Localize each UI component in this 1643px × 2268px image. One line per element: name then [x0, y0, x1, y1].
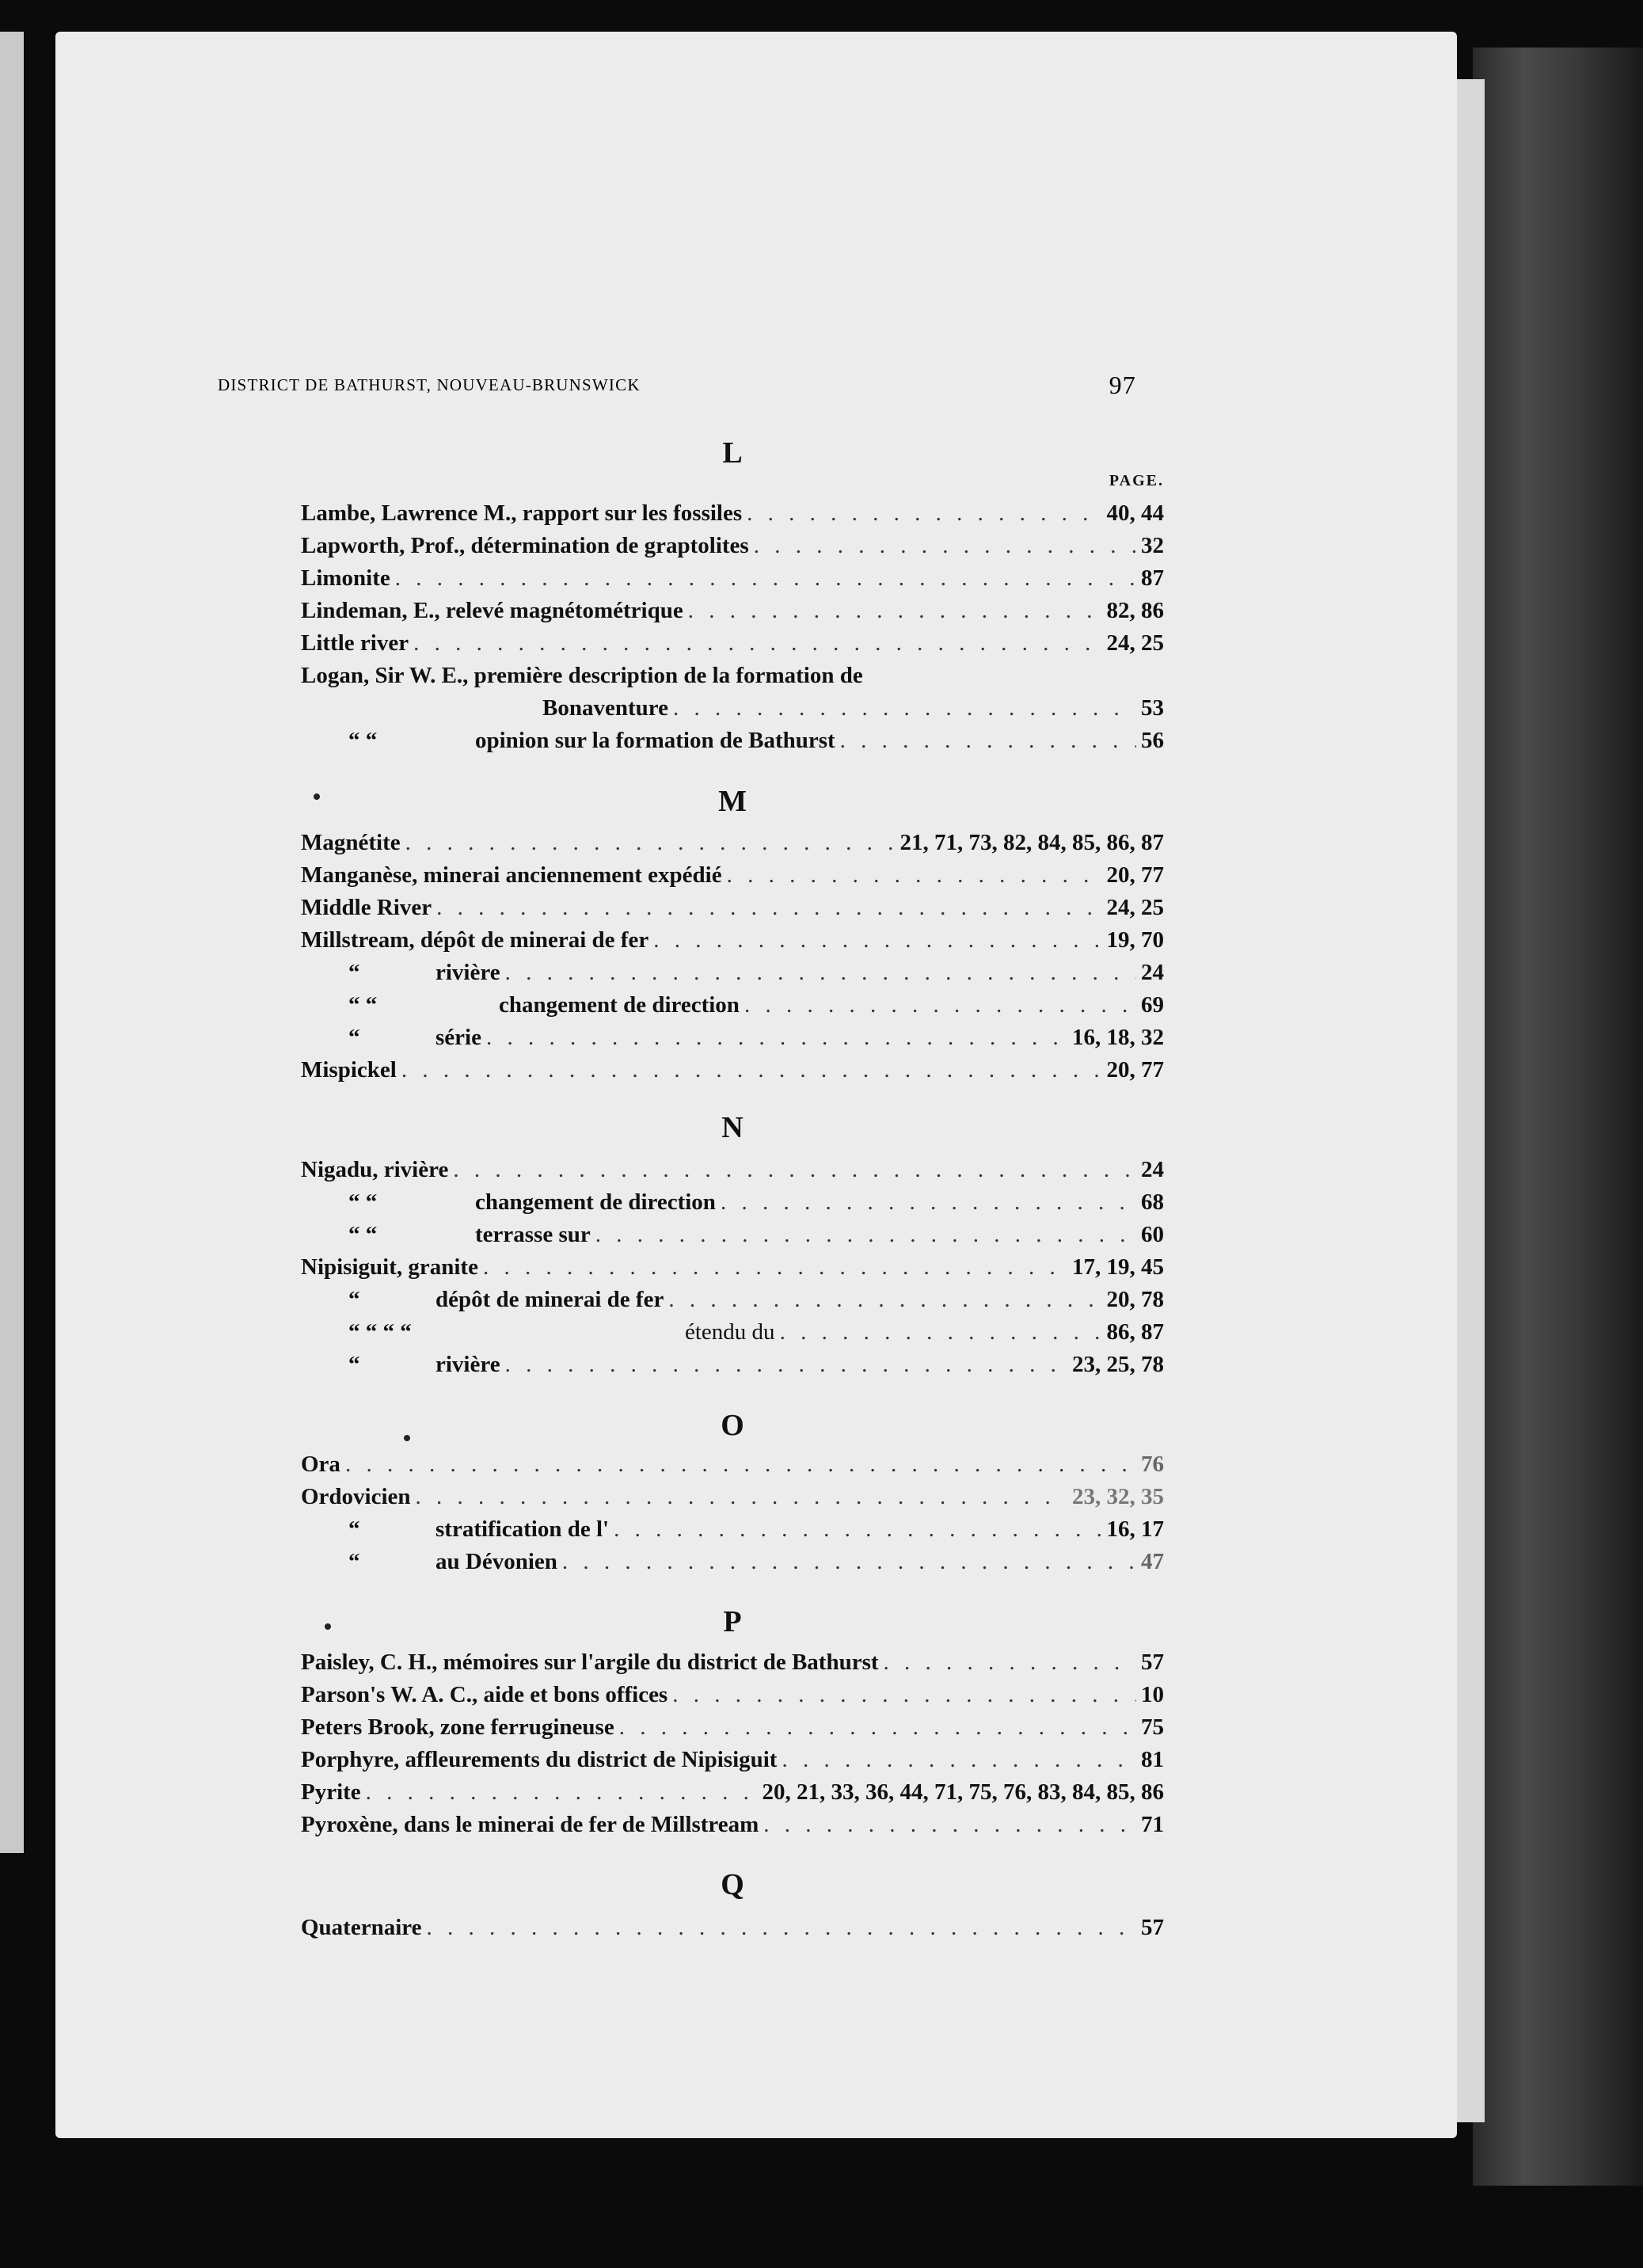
entry-label: Mispickel — [301, 1057, 397, 1083]
leader-dots — [505, 960, 1136, 986]
index-entry — [301, 1682, 1164, 1714]
entry-label: Nipisiguit, granite — [301, 1254, 478, 1280]
running-title: DISTRICT DE BATHURST, NOUVEAU-BRUNSWICK — [218, 375, 641, 394]
entry-pages: 69 — [1141, 992, 1164, 1018]
leader-dots — [395, 565, 1136, 592]
ditto-mark: “ “ — [348, 992, 378, 1018]
entry-pages: 68 — [1141, 1189, 1164, 1215]
leader-dots — [780, 1319, 1102, 1345]
leader-dots — [672, 1682, 1136, 1708]
index-entry — [475, 1189, 1164, 1221]
leader-dots — [619, 1714, 1136, 1741]
entry-pages: 23, 32, 35 — [1072, 1484, 1164, 1509]
entry-pages: 57 — [1141, 1915, 1164, 1940]
entry-label: au Dévonien — [435, 1549, 557, 1574]
leader-dots — [727, 862, 1102, 889]
entry-label: changement de direction — [475, 1189, 716, 1215]
index-entry — [301, 830, 1164, 862]
ditto-mark: “ — [348, 1352, 360, 1377]
leader-dots — [595, 1222, 1136, 1248]
entry-label: Lindeman, E., relevé magnétométrique — [301, 598, 683, 623]
entry-label: opinion sur la formation de Bathurst — [475, 728, 835, 753]
entry-label: Magnétite — [301, 830, 401, 855]
entry-label: Bonaventure — [542, 695, 668, 721]
entry-pages: 16, 18, 32 — [1072, 1025, 1164, 1050]
index-entry — [301, 598, 1164, 630]
leader-dots — [405, 830, 896, 856]
entry-pages: 32 — [1141, 533, 1164, 558]
leader-dots — [668, 1287, 1101, 1313]
entry-label: série — [435, 1025, 481, 1050]
entry-label: Lapworth, Prof., détermination de graptolites — [301, 533, 749, 558]
running-header — [218, 371, 1136, 402]
entry-pages: 20, 77 — [1106, 862, 1164, 888]
index-entry — [435, 1025, 1164, 1056]
leader-dots — [614, 1516, 1101, 1543]
entry-label: Pyrite — [301, 1779, 361, 1805]
index-entry — [301, 1057, 1164, 1089]
ditto-mark: “ — [348, 1287, 360, 1312]
entry-pages: 60 — [1141, 1222, 1164, 1247]
book-spine-background — [1473, 48, 1643, 2186]
index-entry — [301, 1915, 1164, 1946]
entry-pages: 21, 71, 73, 82, 84, 85, 86, 87 — [899, 830, 1164, 855]
section-letter-l: L — [722, 436, 743, 470]
entry-pages: 87 — [1141, 565, 1164, 591]
index-entry — [301, 862, 1164, 894]
ditto-mark: “ — [348, 960, 360, 985]
index-entry — [301, 1747, 1164, 1779]
entry-pages: 23, 25, 78 — [1072, 1352, 1164, 1377]
leader-dots — [562, 1549, 1136, 1575]
entry-pages: 20, 77 — [1106, 1057, 1164, 1083]
entry-pages: 76 — [1141, 1452, 1164, 1477]
entry-label: rivière — [435, 960, 500, 985]
leader-dots — [436, 895, 1101, 921]
index-entry — [301, 1484, 1164, 1516]
entry-pages: 86, 87 — [1106, 1319, 1164, 1345]
entry-pages: 24, 25 — [1106, 895, 1164, 920]
leader-dots — [840, 728, 1136, 754]
index-entry — [301, 533, 1164, 565]
leader-dots — [884, 1650, 1136, 1676]
leader-dots — [401, 1057, 1102, 1083]
entry-label: Manganèse, minerai anciennement expédié — [301, 862, 722, 888]
entry-label: Limonite — [301, 565, 390, 591]
leader-dots — [416, 1484, 1067, 1510]
section-letter-o: O — [721, 1409, 744, 1442]
page-column-heading: PAGE. — [1109, 472, 1164, 489]
index-entry — [301, 1650, 1164, 1681]
leader-dots — [688, 598, 1102, 624]
entry-pages: 16, 17 — [1106, 1516, 1164, 1542]
index-entry — [542, 695, 1164, 727]
index-entry — [301, 1452, 1164, 1483]
section-letter-m: M — [718, 785, 747, 818]
ditto-mark: “ — [348, 1516, 360, 1542]
entry-label: Paisley, C. H., mémoires sur l'argile du district de Bathurst — [301, 1650, 879, 1675]
index-entry — [301, 895, 1164, 927]
leader-dots — [754, 533, 1136, 559]
entry-label: rivière — [435, 1352, 500, 1377]
entry-pages: 24 — [1141, 1157, 1164, 1182]
entry-pages: 75 — [1141, 1714, 1164, 1740]
leader-dots — [366, 1779, 758, 1806]
entry-label: Peters Brook, zone ferrugineuse — [301, 1714, 614, 1740]
entry-pages: 17, 19, 45 — [1072, 1254, 1164, 1280]
page-number: 97 — [1109, 371, 1136, 399]
entry-pages: 19, 70 — [1106, 927, 1164, 953]
entry-label: Porphyre, affleurements du district de Nipisiguit — [301, 1747, 778, 1772]
entry-label: stratification de l' — [435, 1516, 610, 1542]
entry-label: Little river — [301, 630, 409, 656]
entry-label: Parson's W. A. C., aide et bons offices — [301, 1682, 668, 1707]
index-entry — [435, 1516, 1164, 1548]
entry-pages: 82, 86 — [1106, 598, 1164, 623]
ditto-mark: “ “ — [348, 1222, 378, 1247]
entry-pages: 24, 25 — [1106, 630, 1164, 656]
index-entry — [301, 500, 1164, 532]
entry-pages: 20, 78 — [1106, 1287, 1164, 1312]
ditto-mark: “ “ — [348, 728, 378, 753]
section-letter-n: N — [721, 1111, 744, 1144]
ditto-mark: “ — [348, 1549, 360, 1574]
index-entry — [435, 1352, 1164, 1383]
leader-dots — [505, 1352, 1067, 1378]
leader-dots — [427, 1915, 1137, 1941]
leader-dots — [721, 1189, 1136, 1216]
section-letter-p: P — [723, 1605, 742, 1638]
leader-dots — [744, 992, 1136, 1018]
index-entry — [301, 1779, 1164, 1811]
index-page — [55, 32, 1457, 2138]
ditto-mark: “ “ “ “ — [348, 1319, 412, 1345]
leader-dots — [486, 1025, 1067, 1051]
section-letter-q: Q — [721, 1868, 744, 1901]
entry-pages: 57 — [1141, 1650, 1164, 1675]
entry-pages: 81 — [1141, 1747, 1164, 1772]
index-entry — [301, 1812, 1164, 1844]
leader-dots — [345, 1452, 1136, 1478]
entry-label: Pyroxène, dans le minerai de fer de Millstream — [301, 1812, 759, 1837]
index-entry — [301, 565, 1164, 597]
entry-label: Ordovicien — [301, 1484, 411, 1509]
entry-label: Nigadu, rivière — [301, 1157, 449, 1182]
entry-pages: 53 — [1141, 695, 1164, 721]
entry-label: étendu du — [685, 1319, 775, 1345]
index-entry — [499, 992, 1164, 1024]
entry-pages: 56 — [1141, 728, 1164, 753]
index-entry — [301, 630, 1164, 662]
index-entry — [301, 1714, 1164, 1746]
entry-label: dépôt de minerai de fer — [435, 1287, 664, 1312]
entry-label: Lambe, Lawrence M., rapport sur les fossiles — [301, 500, 743, 526]
leader-dots — [782, 1747, 1136, 1773]
entry-pages: 10 — [1141, 1682, 1164, 1707]
index-entry — [685, 1319, 1164, 1351]
entry-label: Ora — [301, 1452, 340, 1477]
entry-label: Quaternaire — [301, 1915, 422, 1940]
left-page-edge — [0, 32, 24, 1853]
entry-label: Logan, Sir W. E., première description de la formation de — [301, 663, 863, 688]
ditto-mark: “ — [348, 1025, 360, 1050]
index-entry — [475, 728, 1164, 759]
index-entry — [475, 1222, 1164, 1254]
leader-dots — [483, 1254, 1067, 1281]
leader-dots — [653, 927, 1101, 953]
ditto-mark: “ “ — [348, 1189, 378, 1215]
entry-label: changement de direction — [499, 992, 740, 1018]
index-entry — [301, 1254, 1164, 1286]
entry-label: terrasse sur — [475, 1222, 591, 1247]
index-entry — [435, 1549, 1164, 1581]
entry-pages: 20, 21, 33, 36, 44, 71, 75, 76, 83, 84, 85, 86 — [762, 1779, 1164, 1805]
leader-dots — [453, 1157, 1136, 1183]
entry-label: Millstream, dépôt de minerai de fer — [301, 927, 649, 953]
index-entry — [435, 960, 1164, 991]
index-entry — [301, 1157, 1164, 1189]
index-entry — [301, 927, 1164, 959]
leader-dots — [673, 695, 1136, 721]
entry-pages: 24 — [1141, 960, 1164, 985]
index-entry — [435, 1287, 1164, 1319]
entry-pages: 47 — [1141, 1549, 1164, 1574]
entry-pages: 40, 44 — [1106, 500, 1164, 526]
entry-pages: 71 — [1141, 1812, 1164, 1837]
leader-dots — [747, 500, 1101, 527]
leader-dots — [413, 630, 1101, 656]
entry-label: Middle River — [301, 895, 432, 920]
leader-dots — [763, 1812, 1136, 1838]
